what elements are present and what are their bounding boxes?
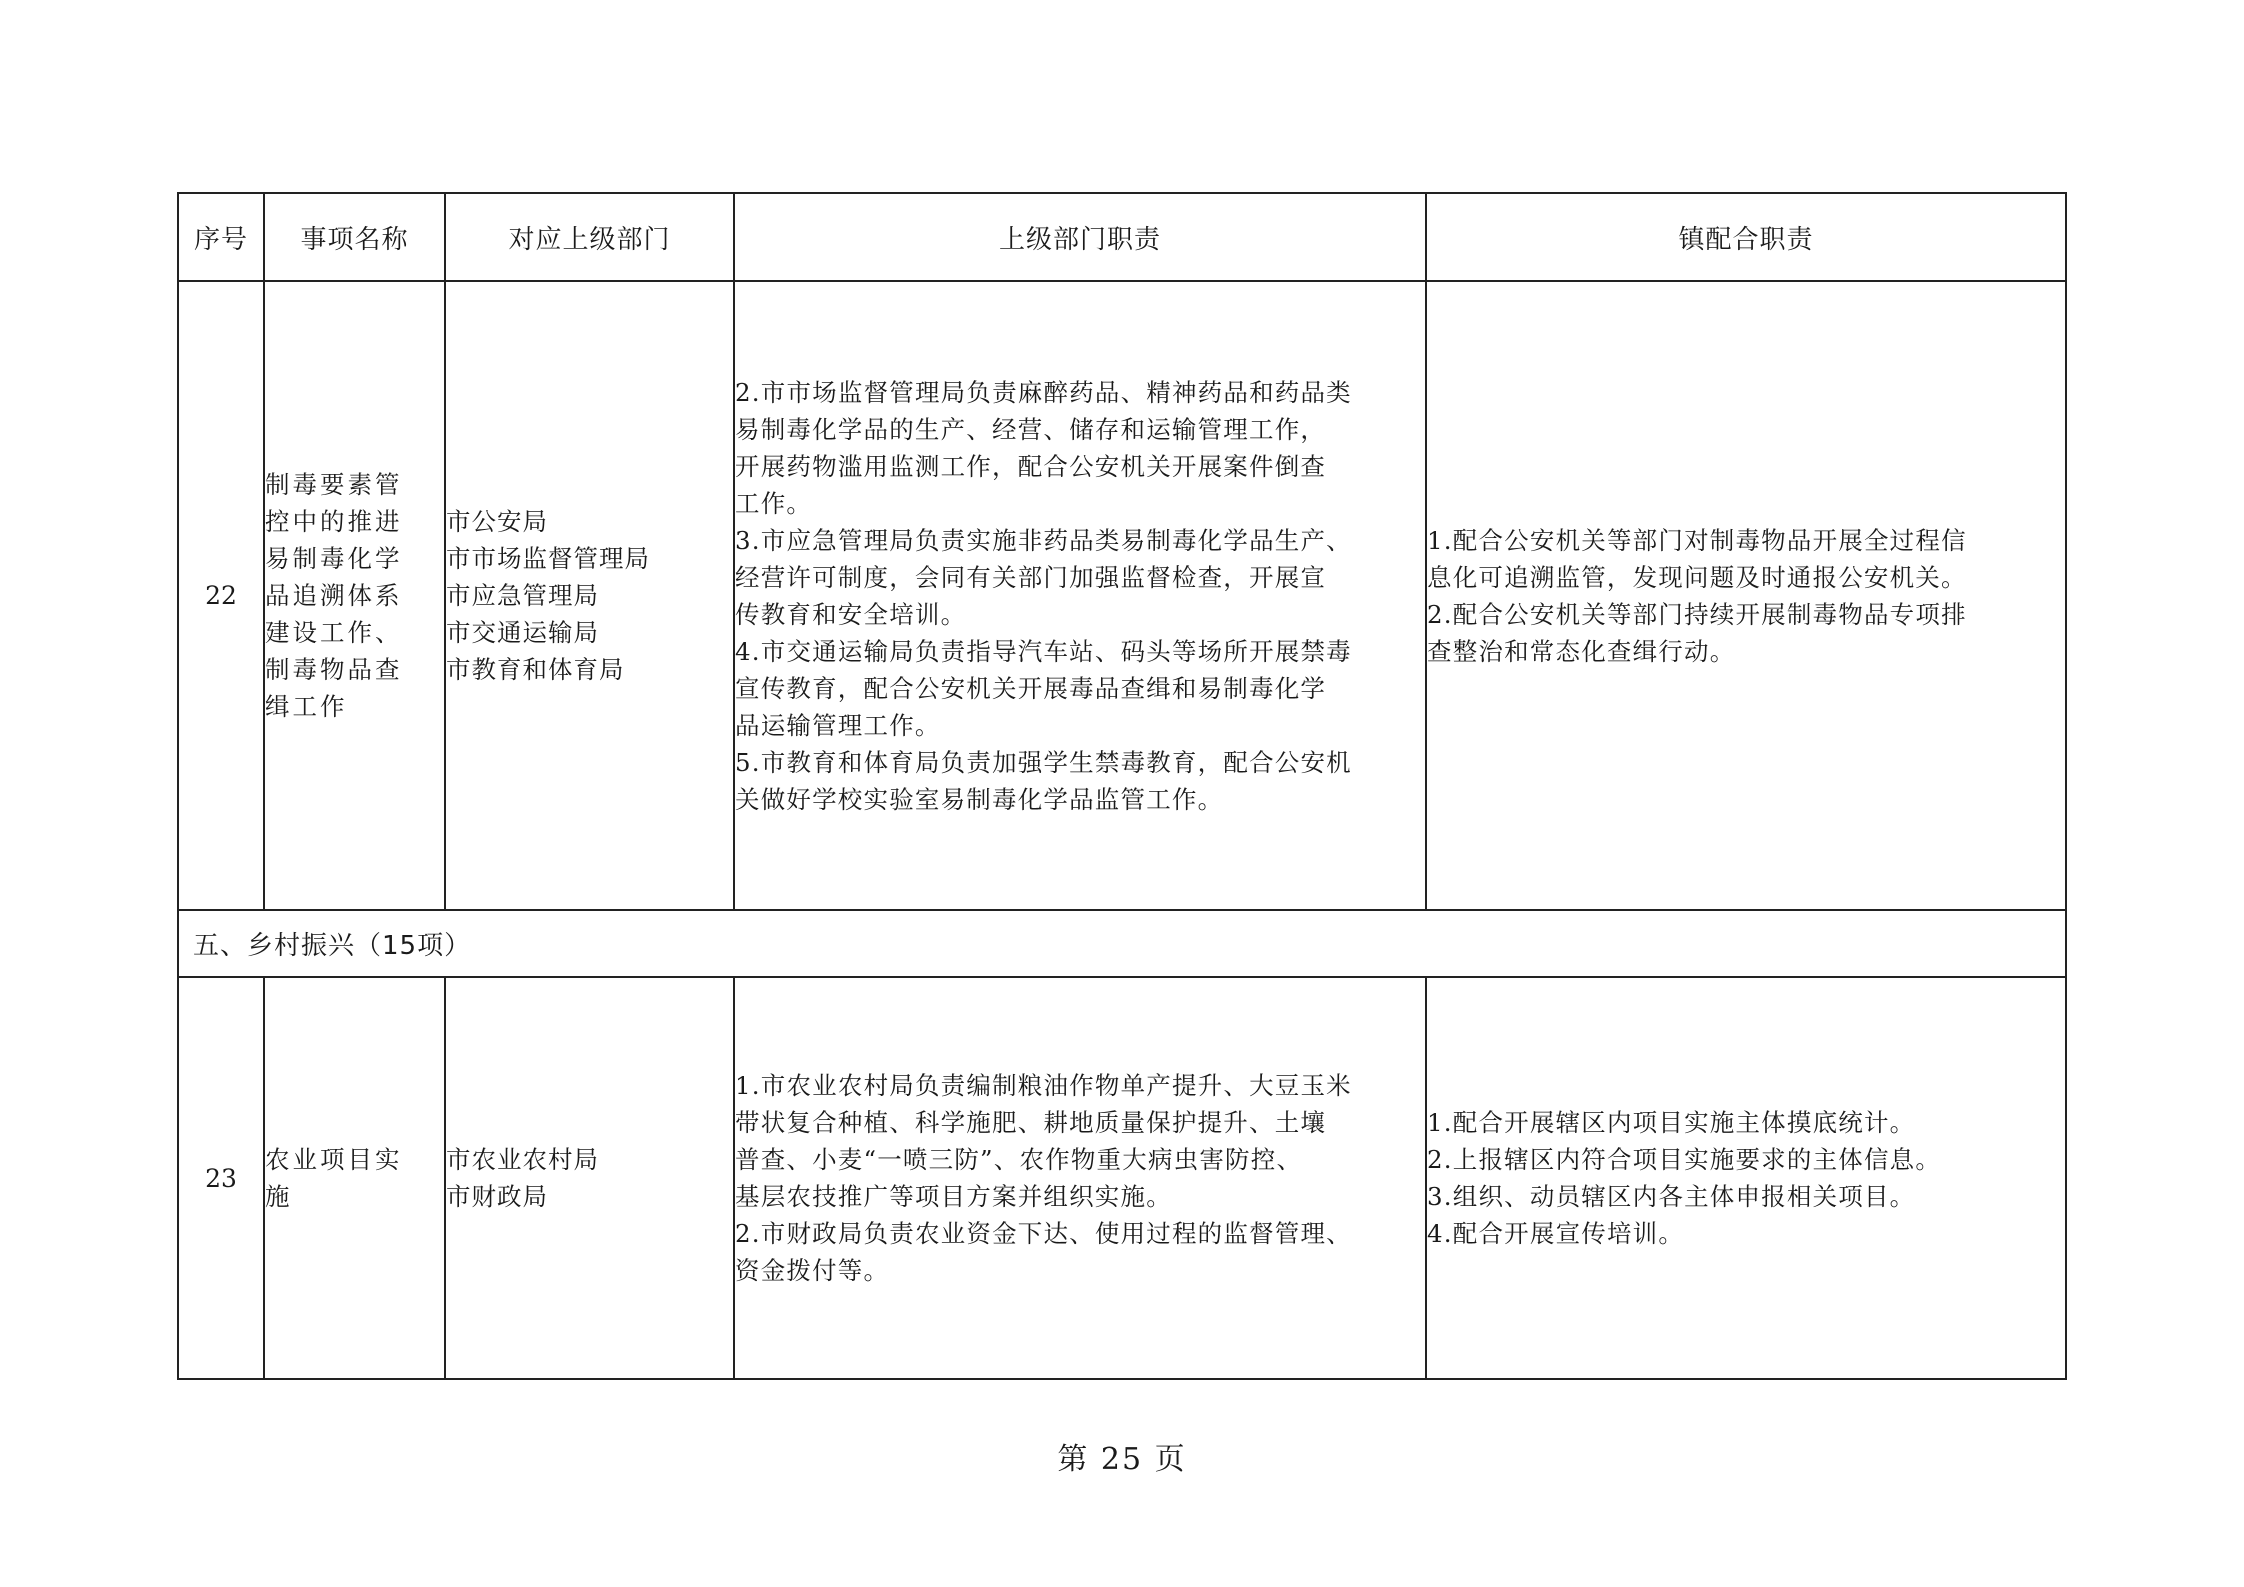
row-22-dept: 市公安局 市市场监督管理局 市应急管理局 市交通运输局 市教育和体育局 [445, 281, 734, 910]
section-heading: 五、乡村振兴（15项） [178, 910, 2066, 977]
row-23-name: 农业项目实 施 [264, 977, 445, 1379]
row-23-upper-duty: 1.市农业农村局负责编制粮油作物单产提升、大豆玉米 带状复合种植、科学施肥、耕地质量保护提升、土壤 普查、小麦“一喷三防”、农作物重大病虫害防控、 基层农技推广等项目方案并组织实施。 2.市财政局负责农业资金下达、使用过程的监督管理、 资金拨付等。 [734, 977, 1426, 1379]
row-23-town-duty: 1.配合开展辖区内项目实施主体摸底统计。 2.上报辖区内符合项目实施要求的主体信息。 3.组织、动员辖区内各主体申报相关项目。 4.配合开展宣传培训。 [1426, 977, 2066, 1379]
section-heading-row [178, 910, 2066, 977]
header-seq: 序号 [178, 193, 264, 281]
row-23-dept: 市农业农村局 市财政局 [445, 977, 734, 1379]
row-22-upper-duty: 2.市市场监督管理局负责麻醉药品、精神药品和药品类 易制毒化学品的生产、经营、储存和运输管理工作， 开展药物滥用监测工作，配合公安机关开展案件倒查 工作。 3.市应急管理局负责实施非药品类易制毒化学品生产、 经营许可制度，会同有关部门加强监督检查，开展宣 传教育和安全培训。 4.市交通运输局负责指导汽车站、码头等场所开展禁毒 宣传教育，配合公安机关开展毒品查缉和易制毒化学 品运输管理工作。 5.市教育和体育局负责加强学生禁毒教育，配合公安机 关做好学校实验室易制毒化学品监管工作。 [734, 281, 1426, 910]
row-22-town-duty: 1.配合公安机关等部门对制毒物品开展全过程信 息化可追溯监管，发现问题及时通报公安机关。 2.配合公安机关等部门持续开展制毒物品专项排 查整治和常态化查缉行动。 [1426, 281, 2066, 910]
header-upper-duty: 上级部门职责 [734, 193, 1426, 281]
table-header-row [178, 193, 2066, 281]
row-22-name: 制毒要素管 控中的推进 易制毒化学 品追溯体系 建设工作、 制毒物品查 缉工作 [264, 281, 445, 910]
page-number: 第 25 页 [1057, 1442, 1187, 1477]
table-row [178, 977, 2066, 1379]
duty-table [177, 192, 2067, 1380]
row-23-seq: 23 [178, 977, 264, 1379]
header-name: 事项名称 [264, 193, 445, 281]
table-row [178, 281, 2066, 910]
header-dept: 对应上级部门 [445, 193, 734, 281]
header-town-duty: 镇配合职责 [1426, 193, 2066, 281]
row-22-seq: 22 [178, 281, 264, 910]
